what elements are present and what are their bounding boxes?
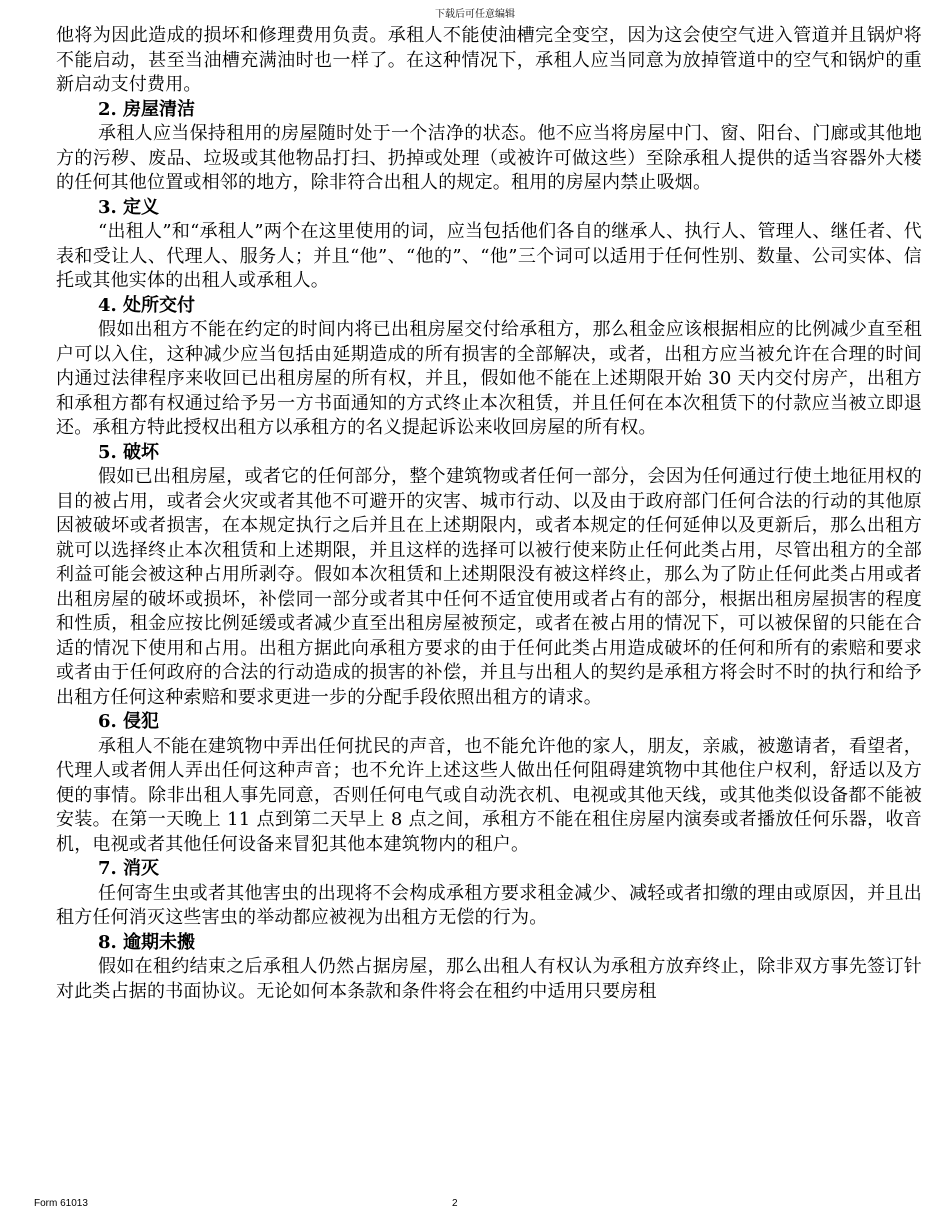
section-paragraph: 任何寄生虫或者其他害虫的出现将不会构成承租方要求租金减少、减轻或者扣缴的理由或原因，并且出租方任何消灭这些害虫的举动都应被视为出租方无偿的行为。 xyxy=(56,882,922,928)
form-number: Form 61013 xyxy=(34,1198,88,1209)
page-number: 2 xyxy=(452,1198,458,1209)
section-paragraph: 承租人不能在建筑物中弄出任何扰民的声音，也不能允许他的家人，朋友，亲戚，被邀请者，看望者，代理人或者佣人弄出任何这种声音；也不允许上述这些人做出任何阻碍建筑物中其他住户权利，舒适以及方便的事情。除非出租人事先同意，否则任何电气或自动洗衣机、电视或其他天线，或其他类似设备都不能被安装。在第一天晚上 11 点到第二天早上 8 点之间，承租方不能在租住房屋内演奏或者播放任何乐器，收音机，电视或者其他任何设备来冒犯其他本建筑物内的租户。 xyxy=(56,735,922,855)
section-heading: 8. 逾期未搬 xyxy=(98,931,196,953)
section-heading: 5. 破坏 xyxy=(98,441,160,463)
section-paragraph: “出租人”和“承租人”两个在这里使用的词，应当包括他们各自的继承人、执行人、管理人、继任者、代表和受让人、代理人、服务人；并且“他”、“他的”、“他”三个词可以适用于任何性别、数量、公司实体、信托或其他实体的出租人或承租人。 xyxy=(56,221,922,291)
section-paragraph: 假如在租约结束之后承租人仍然占据房屋，那么出租人有权认为承租方放弃终止，除非双方事先签订针对此类占据的书面协议。无论如何本条款和条件将会在租约中适用只要房租 xyxy=(56,956,922,1002)
section-paragraph: 假如已出租房屋，或者它的任何部分，整个建筑物或者任何一部分，会因为任何通过行使土地征用权的目的被占用，或者会火灾或者其他不可避开的灾害、城市行动、以及由于政府部门任何合法的行动的其他原因被破坏或者损害，在本规定执行之后并且在上述期限内，或者本规定的任何延伸以及更新后，那么出租方就可以选择终止本次租赁和上述期限，并且这样的选择可以被行使来防止任何此类占用，尽管出租方的全部利益可能会被这种占用所剥夺。假如本次租赁和上述期限没有被这样终止，那么为了防止任何此类占用或者出租房屋的破坏或损坏，补偿同一部分或者其中任何不适宜使用或者占有的部分，根据出租房屋损害的程度和性质，租金应按比例延缓或者减少直至出租房屋被预定，或者在被占用的情况下，可以被保留的只能在合适的情况下使用和占用。出租方据此向承租方要求的由于任何此类占用造成破坏的任何和所有的索赔和要求或者由于任何政府的合法的行动造成的损害的补偿，并且与出租人的契约是承租方将会时不时的执行和给予出租方任何这种索赔和要求更进一步的分配手段依照出租方的请求。 xyxy=(56,466,922,708)
section-heading: 7. 消灭 xyxy=(98,858,160,879)
section-heading: 6. 侵犯 xyxy=(98,711,160,732)
document-body xyxy=(56,24,922,1004)
intro-paragraph: 他将为因此造成的损坏和修理费用负责。承租人不能使油槽完全变空，因为这会使空气进入管道并且锅炉将不能启动，甚至当油槽充满油时也一样了。在这种情况下，承租人应当同意为放掉管道中的空气和锅炉的重新启动支付费用。 xyxy=(56,25,922,95)
section-heading: 3. 定义 xyxy=(98,196,160,218)
section-heading: 4. 处所交付 xyxy=(98,294,196,316)
header-note: 下载后可任意编辑 xyxy=(435,9,515,20)
section-paragraph: 假如出租方不能在约定的时间内将已出租房屋交付给承租方，那么租金应该根据相应的比例减少直至租户可以入住，这种减少应当包括由延期造成的所有损害的全部解决，或者，出租方应当被允许在合理的时间内通过法律程序来收回已出租房屋的所有权，并且，假如他不能在上述期限开始 30 天内交付房产，出租方和承租方都有权通过给予另一方书面通知的方式终止本次租赁，并且任何在本次租赁下的付款应当被立即退还。承租方特此授权出租方以承租方的名义提起诉讼来收回房屋的所有权。 xyxy=(56,319,922,438)
section-paragraph: 承租人应当保持租用的房屋随时处于一个洁净的状态。他不应当将房屋中门、窗、阳台、门廊或其他地方的污秽、废品、垃圾或其他物品打扫、扔掉或处理（或被许可做这些）至除承租人提供的适当容器外大楼的任何其他位置或相邻的地方，除非符合出租人的规定。租用的房屋内禁止吸烟。 xyxy=(56,123,922,193)
section-heading: 2. 房屋清洁 xyxy=(98,98,196,120)
